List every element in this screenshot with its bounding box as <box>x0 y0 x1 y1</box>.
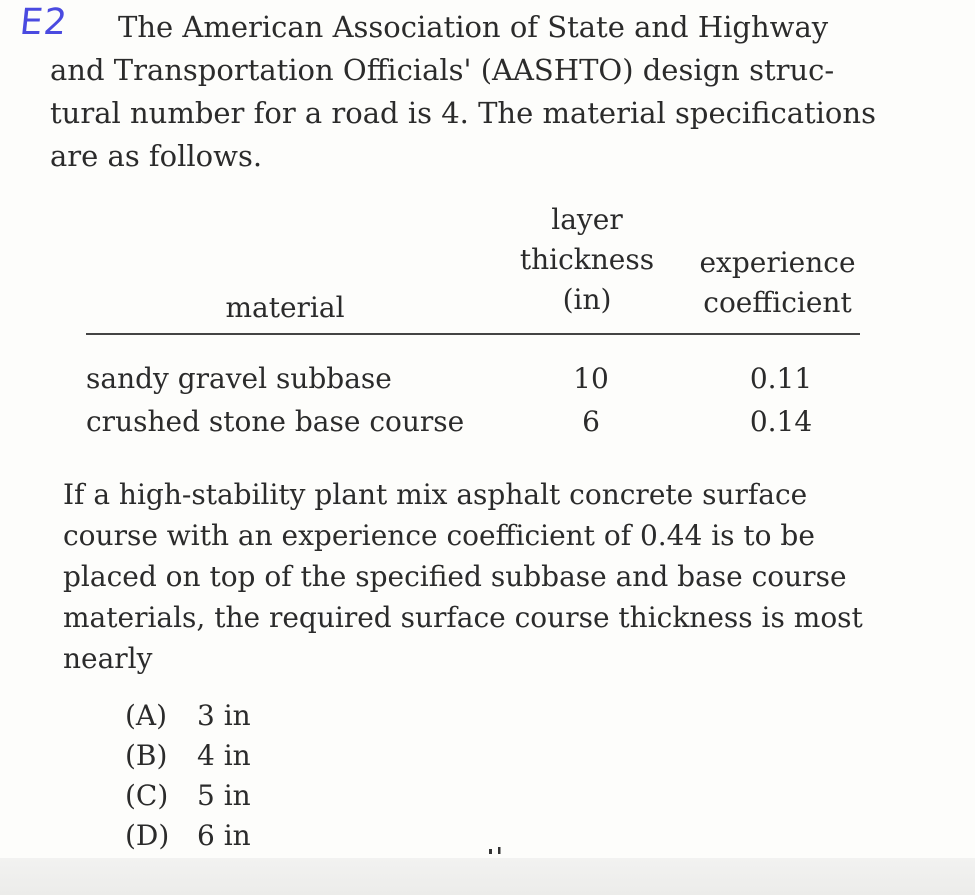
choice-text: 3 in <box>197 699 251 732</box>
intro-line: and Transportation Officials' (AASHTO) design struc- <box>50 53 835 87</box>
header-coefficient-line: experience <box>699 246 856 279</box>
question-line: course with an experience coefficient of 0.44 is to be <box>63 519 815 552</box>
ink-smudge <box>487 845 507 855</box>
choice-d[interactable] <box>125 816 251 856</box>
header-material <box>215 288 355 328</box>
header-coefficient-line: coefficient <box>703 286 852 319</box>
cell-coefficient: 0.14 <box>749 405 813 438</box>
cell-thickness: 10 <box>573 362 609 395</box>
choice-text: 6 in <box>197 819 251 852</box>
answer-choices <box>125 696 251 856</box>
page-bottom-edge <box>0 858 975 895</box>
choice-b[interactable] <box>125 736 251 776</box>
choice-letter: (D) <box>125 819 170 852</box>
header-coefficient <box>690 243 865 323</box>
choice-text: 4 in <box>197 739 251 772</box>
question-line: materials, the required surface course thickness is most <box>63 601 863 634</box>
problem-label: E2 <box>17 2 70 43</box>
header-thickness <box>512 200 662 320</box>
header-thickness-line: (in) <box>562 283 612 316</box>
problem-intro <box>50 6 890 178</box>
choice-a[interactable] <box>125 696 251 736</box>
cell-thickness: 6 <box>582 405 600 438</box>
choice-letter: (A) <box>125 699 168 732</box>
question-line: nearly <box>63 642 153 675</box>
table-row <box>86 405 866 449</box>
table-rule <box>86 333 860 335</box>
cell-material: crushed stone base course <box>86 405 465 438</box>
choice-letter: (B) <box>125 739 168 772</box>
intro-line: tural number for a road is 4. The material specifications <box>50 96 876 130</box>
table-row <box>86 362 866 406</box>
choice-text: 5 in <box>197 779 251 812</box>
intro-line: The American Association of State and Highway <box>118 10 829 44</box>
choice-letter: (C) <box>125 779 169 812</box>
cell-material: sandy gravel subbase <box>86 362 392 395</box>
question-line: If a high-stability plant mix asphalt concrete surface <box>63 478 808 511</box>
choice-c[interactable] <box>125 776 251 816</box>
cell-coefficient: 0.11 <box>749 362 813 395</box>
header-material-text: material <box>225 291 345 324</box>
header-thickness-line: layer <box>551 203 623 236</box>
question-text <box>63 474 863 679</box>
question-line: placed on top of the specified subbase and base course <box>63 560 847 593</box>
header-thickness-line: thickness <box>519 243 655 276</box>
intro-line: are as follows. <box>50 139 263 173</box>
